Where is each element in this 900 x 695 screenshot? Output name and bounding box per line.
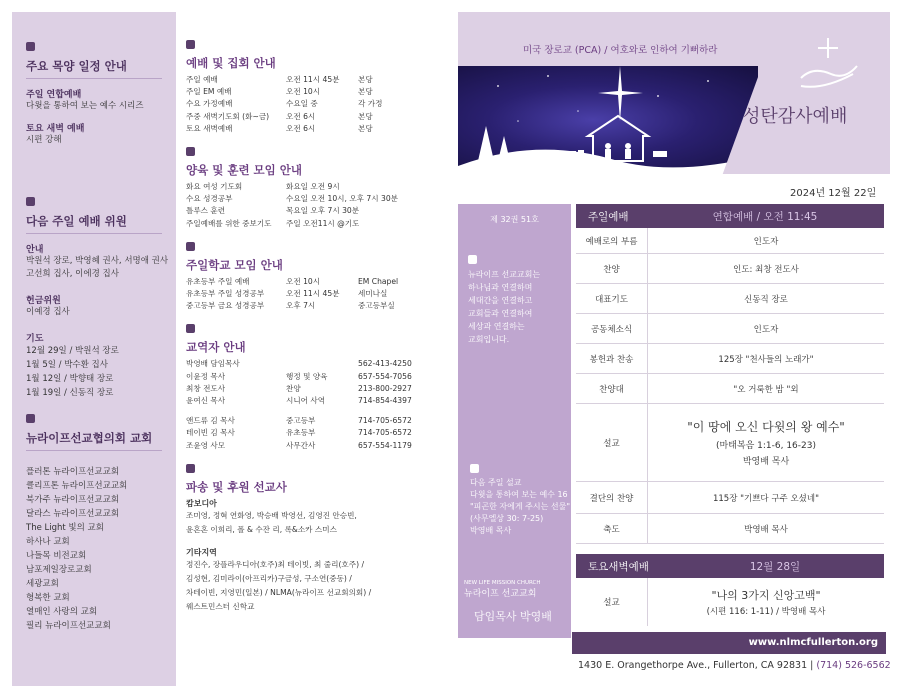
volume-number: 제 32권 51호: [490, 215, 539, 224]
sunday-school-section: [186, 242, 451, 313]
service-date: 12월 28일: [749, 560, 801, 573]
subheading: 기도: [26, 334, 44, 344]
cell: 본당: [358, 87, 373, 97]
row-label: 예배로의 부름: [576, 228, 648, 253]
cell: 본당: [358, 111, 373, 121]
church-list: [26, 465, 176, 633]
list-item: 1월 12일 / 박향태 장로: [26, 374, 114, 384]
next-sermon-title: 다음 주일 설교: [470, 478, 522, 487]
sunday-header: [576, 204, 884, 228]
row-label: 축도: [576, 514, 648, 543]
cell: 행정 및 양육: [286, 371, 328, 381]
banner-subtitle: 미국 장로교 (PCA) / 여호와로 인하여 기뻐하라: [523, 45, 718, 56]
sermon-info: [648, 418, 884, 467]
row-value: "오 거룩한 밤 "외: [733, 384, 799, 395]
phone-number: (714) 526-6562: [816, 660, 891, 671]
service-label: 주일예배: [588, 210, 629, 223]
section-marker-icon: [26, 197, 35, 206]
cell: 시니어 사역: [286, 396, 326, 406]
section-title: 교역자 안내: [186, 340, 246, 355]
sidebar: [458, 204, 571, 638]
section-marker-icon: [470, 464, 479, 473]
cell: 각 가정: [358, 99, 383, 109]
cell: 수요일 오전 10시, 오후 7시 30분: [286, 194, 398, 204]
mission-section: [186, 464, 451, 614]
cell: 주일 오전11시 @기도: [286, 218, 360, 228]
cell: 주일예배를 위한 중보기도: [186, 218, 272, 228]
text: 정진수, 장플라우디아(호주)최 테이빗, 최 줄리(호주) / 김성현, 김미라이(아프리카)구금성, 구소연(중동) / 차테이빈, 지영민(일본) / NLMA(뉴라이프 선교회의회) / 웨스트민스터 신학교: [186, 559, 372, 611]
nativity-illustration: [458, 66, 758, 174]
address-text: 1430 E. Orangethorpe Ave., Fullerton, CA 92831 |: [578, 660, 814, 671]
section-title: 파송 및 후원 선교사: [186, 479, 287, 494]
text: 다윗을 통하여 보는 예수 시리즈: [26, 101, 144, 111]
section-marker-icon: [186, 242, 195, 251]
section-marker-icon: [468, 255, 477, 264]
section-marker-icon: [26, 42, 35, 51]
cell: 오전 10시: [286, 87, 321, 97]
cell: 유초등부: [286, 428, 316, 438]
church-name-en: NEW LIFE MISSION CHURCH: [464, 580, 541, 586]
cell: 주일 EM 예배: [186, 87, 232, 97]
list-item: The Light 빛의 교회: [26, 523, 104, 533]
cell: 찬양: [286, 383, 301, 393]
list-item: 1월 19일 / 신동직 장로: [26, 388, 114, 398]
list-item: 세광교회: [26, 579, 59, 589]
cell: 박영배 담임목사: [186, 359, 240, 369]
sermon-title: "나의 3가지 신앙고백": [711, 589, 821, 602]
next-sermon: [470, 464, 570, 537]
list-item: 북가주 뉴라이프선교교회: [26, 495, 120, 505]
row-value: 신동직 장로: [744, 294, 788, 305]
cell: 수요 성경공부: [186, 194, 233, 204]
service-time: 연합예배 / 오전 11:45: [712, 210, 818, 223]
row-value: 125장 "천사들의 노래가": [718, 354, 814, 365]
text: 시편 강해: [26, 135, 62, 145]
row-label: 찬양대: [576, 374, 648, 403]
cell: 틀루스 훈련: [186, 206, 226, 216]
cell: 중고등부: [286, 416, 316, 426]
cell: 714-854-4397: [358, 396, 412, 406]
church-address: [578, 660, 891, 671]
row-label: 공동체소식: [576, 314, 648, 343]
cell: 최창 전도사: [186, 383, 226, 393]
cell: 사무간사: [286, 440, 316, 450]
row-label: 봉헌과 찬송: [576, 344, 648, 373]
list-item: 플러톤 뉴라이프선교교회: [26, 467, 120, 477]
table-row: [576, 228, 884, 254]
text: 조미영, 정혁 연화영, 박승배 박영선, 김영진 안승빈, 윤혼혼 이희리, 폴 & 수잔 리, 록&소카 스미스: [186, 510, 357, 534]
cell: 본당: [358, 123, 373, 133]
hand-cross-icon: [793, 36, 863, 92]
sermon-reference: (시편 116: 1-11) / 박영배 목사: [706, 607, 826, 617]
middle-column: [186, 40, 451, 626]
table-row: [576, 482, 884, 514]
saturday-sermon-row: [576, 578, 884, 626]
cell: 목요일 오후 7시 30분: [286, 206, 360, 216]
row-value: 박영배 목사: [744, 524, 788, 535]
list-item: 남포제일장로교회: [26, 565, 92, 575]
cell: 테이빈 김 목사: [186, 428, 235, 438]
subheading: 토요 새벽 예배: [26, 124, 85, 134]
sermon-info: [648, 587, 884, 617]
cell: 213-800-2927: [358, 383, 412, 393]
cell: 윤여신 목사: [186, 396, 226, 406]
cell: 주중 새벽기도회 (화~금): [186, 111, 270, 121]
staff-section: [186, 324, 451, 451]
left-panel: [12, 12, 176, 686]
section-marker-icon: [186, 324, 195, 333]
text: 이예경 집사: [26, 307, 70, 317]
bulletin-date: 2024년 12월 22일: [790, 188, 877, 199]
table-row: [576, 314, 884, 344]
senior-pastor: 담임목사 박영배: [474, 610, 552, 623]
cell: 수요 가정예배: [186, 99, 233, 109]
saturday-header: [576, 554, 884, 578]
cell: 화요일 오전 9시: [286, 182, 340, 192]
cell: 657-554-1179: [358, 440, 412, 450]
cell: 유초등부 주일 예배: [186, 276, 250, 286]
training-section: [186, 147, 451, 230]
list-item: 클리프톤 뉴라이프선교교회: [26, 481, 128, 491]
section-title: 뉴라이프선교협의회 교회: [26, 430, 162, 451]
cell: 수요일 중: [286, 99, 318, 109]
text: 박원석 장로, 박영혜 권사, 서명애 권사 고선희 집사, 이에경 집사: [26, 256, 169, 279]
cell: 오전 11시 45분: [286, 289, 340, 299]
row-label: 설교: [576, 404, 648, 481]
section-marker-icon: [186, 40, 195, 49]
list-item: 12월 29일 / 박원석 장로: [26, 346, 119, 356]
row-value: 인도자: [753, 236, 779, 247]
intro-block: [468, 255, 561, 346]
list-item: 열매인 사랑의 교회: [26, 607, 98, 617]
church-name-ko: 뉴라이프 선교교회: [464, 589, 537, 599]
cell: 앤드류 김 목사: [186, 416, 235, 426]
row-label: 찬양: [576, 254, 648, 283]
row-label: 결단의 찬양: [576, 482, 648, 513]
service-label: 토요새벽예배: [588, 560, 649, 573]
list-item: 나들목 비전교회: [26, 551, 87, 561]
cover-banner: [458, 12, 890, 174]
cell: 조윤영 사모: [186, 440, 226, 450]
next-sermon-text: 다윗을 통하여 보는 예수 16 "피곤한 자에게 주시는 선물" (사무엘상 30: 7-25) 박영배 목사: [470, 490, 570, 535]
section-title: 양육 및 훈련 모임 안내: [186, 163, 302, 178]
cell: 토요 새벽예배: [186, 123, 233, 133]
table-row: [576, 284, 884, 314]
list-item: 필리 뉴라이프선교교회: [26, 621, 111, 631]
cell: 오전 11시 45분: [286, 75, 340, 84]
worship-section: [186, 40, 451, 135]
table-row: [576, 514, 884, 544]
row-label: 대표기도: [576, 284, 648, 313]
row-value: 인도: 최창 전도사: [733, 264, 799, 275]
table-row: [576, 374, 884, 404]
cell: 714-705-6572: [358, 416, 412, 426]
section-title: 주일학교 모임 안내: [186, 257, 283, 272]
subheading: 캄보디아: [186, 498, 217, 508]
prayer-list: [26, 344, 176, 400]
cell: 오전 6시: [286, 123, 316, 133]
cell: 중고등부실: [358, 301, 395, 311]
list-item: 형복한 교회: [26, 593, 70, 603]
cell: 화요 여성 기도회: [186, 182, 243, 192]
section-marker-icon: [186, 147, 195, 156]
cell: 오후 7시: [286, 301, 316, 311]
cell: [286, 358, 358, 370]
church-vision: 뉴라이프 선교교회는 하나님과 연결하며 세대간을 연결하고 교회들과 연결하여 세상과 연결하는 교회입니다.: [468, 270, 541, 344]
section-title: 다음 주일 예배 위원: [26, 213, 162, 234]
sermon-reference: (마태복음 1:1-6, 16-23): [716, 441, 816, 451]
row-label: 설교: [576, 578, 648, 626]
subheading: 헌금위원: [26, 296, 61, 306]
sermon-row: [576, 404, 884, 482]
subheading: 안내: [26, 245, 44, 255]
cell: 유초등부 주일 성경공부: [186, 289, 265, 299]
sermon-title: "이 땅에 오신 다윗의 왕 예수": [687, 420, 845, 434]
order-of-worship: [576, 204, 884, 626]
cell: 본당: [358, 75, 373, 84]
row-value: 인도자: [753, 324, 779, 335]
list-item: 하사나 교회: [26, 537, 70, 547]
cell: 중고등부 금요 성경공부: [186, 301, 265, 311]
cell: EM Chapel: [358, 276, 399, 286]
cell: 562-413-4250: [358, 359, 412, 369]
cell: 이윤정 목사: [186, 371, 226, 381]
nativity-scene-icon: [458, 66, 758, 174]
banner-title: 성탄감사예배: [743, 106, 848, 127]
cell: 714-705-6572: [358, 428, 412, 438]
website-link[interactable]: www.nlmcfullerton.org: [572, 632, 886, 654]
cell: 오전 6시: [286, 111, 316, 121]
list-item: 달라스 뉴라이프선교교회: [26, 509, 120, 519]
section-title: 주요 목양 일정 안내: [26, 58, 162, 79]
sermon-preacher: 박영배 목사: [742, 457, 790, 467]
list-item: 1월 5일 / 박수환 집사: [26, 360, 108, 370]
table-row: [576, 344, 884, 374]
cell: 주일 예배: [186, 75, 218, 84]
cell: 세미나실: [358, 289, 388, 299]
church-logo: [464, 580, 541, 599]
subheading: 기타지역: [186, 547, 217, 557]
section-marker-icon: [186, 464, 195, 473]
row-value: 115장 "기쁘다 구주 오셨네": [712, 493, 820, 504]
subheading: 주일 연합예배: [26, 90, 82, 100]
table-row: [576, 254, 884, 284]
cell: 오전 10시: [286, 276, 321, 286]
section-marker-icon: [26, 414, 35, 423]
cell: 657-554-7056: [358, 371, 412, 381]
section-title: 예배 및 집회 안내: [186, 56, 276, 70]
